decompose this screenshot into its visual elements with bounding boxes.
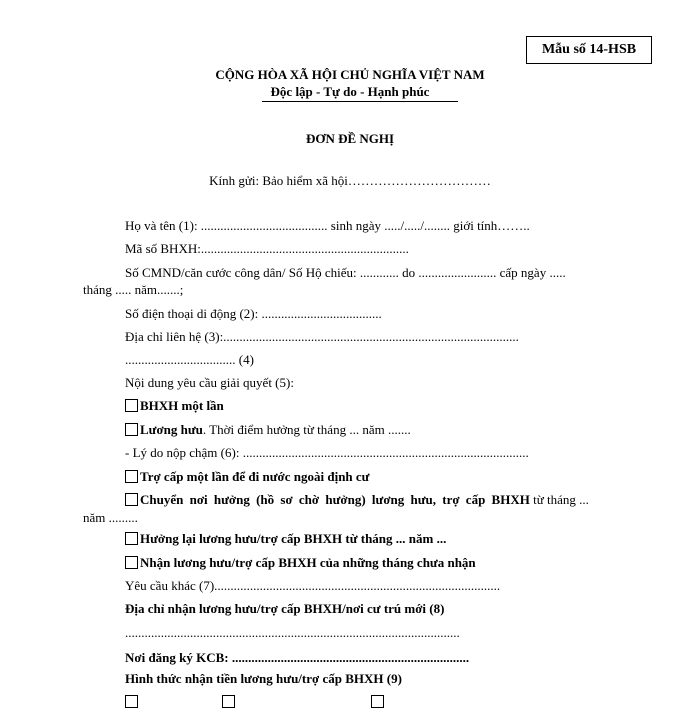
id-line: Số CMND/căn cước công dân/ Số Hộ chiếu: ............ do ........................ cấp ngày .....: [125, 265, 566, 280]
phone-line: Số điện thoại di động (2): .....................................: [125, 306, 382, 321]
checkbox[interactable]: [125, 532, 138, 545]
late-reason-line: - Lý do nộp chậm (6): ........................................................................................: [125, 445, 529, 460]
recipient-line: Kính gửi: Bảo hiểm xã hội……………………………: [209, 173, 491, 188]
option-nhan-luong[interactable]: [125, 555, 476, 571]
option-huong-lai[interactable]: [125, 531, 446, 547]
payment-options-row: [371, 694, 386, 710]
option-chuyen-noi-continued: năm .........: [83, 510, 138, 525]
form-code-box: Mẫu số 14-HSB: [526, 36, 652, 64]
option-chuyen-noi-huong[interactable]: [125, 492, 635, 508]
checkbox[interactable]: [222, 695, 235, 708]
checkbox[interactable]: [125, 423, 138, 436]
option-label: Hưởng lại lương hưu/trợ cấp BHXH từ tháng ... năm ...: [140, 531, 447, 546]
checkbox[interactable]: [371, 695, 384, 708]
checkbox[interactable]: [125, 695, 138, 708]
new-address-line: .......................................................................................................: [125, 625, 460, 640]
bhxh-code-line: Mã số BHXH:................................................................: [125, 241, 409, 256]
motto: Độc lập - Tự do - Hạnh phúc: [270, 84, 430, 99]
name-line: Họ và tên (1): ....................................... sinh ngày ...../...../........ giới tính……..: [125, 218, 530, 233]
address-line-continued: .................................. (4): [125, 352, 254, 367]
option-label-detail: . Thời điểm hưởng từ tháng ... năm .......: [202, 422, 411, 437]
option-tro-cap-dinh-cu[interactable]: [125, 469, 369, 485]
option-luong-huu[interactable]: [125, 422, 411, 438]
country-header: CỘNG HÒA XÃ HỘI CHỦ NGHĨA VIỆT NAM: [215, 67, 485, 82]
option-bhxh-mot-lan[interactable]: [125, 398, 224, 414]
option-label: Trợ cấp một lần để đi nước ngoài định cư: [140, 469, 370, 484]
address-line: Địa chỉ liên hệ (3):...........................................................................................: [125, 329, 519, 344]
option-label-detail: từ tháng ...: [529, 492, 589, 507]
motto-underline: [262, 101, 458, 102]
new-address-label: Địa chỉ nhận lương hưu/trợ cấp BHXH/nơi cư trú mới (8): [125, 601, 445, 616]
other-request-line: Yêu cầu khác (7)........................................................................................: [125, 578, 501, 593]
payment-options-row: [222, 694, 237, 710]
option-label: BHXH một lần: [140, 398, 224, 413]
option-label: Nhận lương hưu/trợ cấp BHXH của những tháng chưa nhận: [140, 555, 476, 570]
id-line-continued: tháng ..... năm.......;: [83, 282, 184, 297]
option-label: Lương hưu: [140, 422, 203, 437]
payment-method-label: Hình thức nhận tiền lương hưu/trợ cấp BHXH (9): [125, 671, 402, 686]
document-title: ĐƠN ĐỀ NGHỊ: [305, 131, 395, 146]
checkbox[interactable]: [125, 470, 138, 483]
option-label: Chuyển nơi hưởng (hồ sơ chờ hưởng) lương hưu, trợ cấp BHXH: [140, 492, 530, 507]
request-label: Nội dung yêu cầu giải quyết (5):: [125, 375, 294, 390]
kcb-line: Nơi đăng ký KCB: .........................................................................: [125, 650, 470, 665]
checkbox[interactable]: [125, 493, 138, 506]
checkbox[interactable]: [125, 556, 138, 569]
checkbox[interactable]: [125, 399, 138, 412]
payment-options-row: [125, 694, 140, 710]
